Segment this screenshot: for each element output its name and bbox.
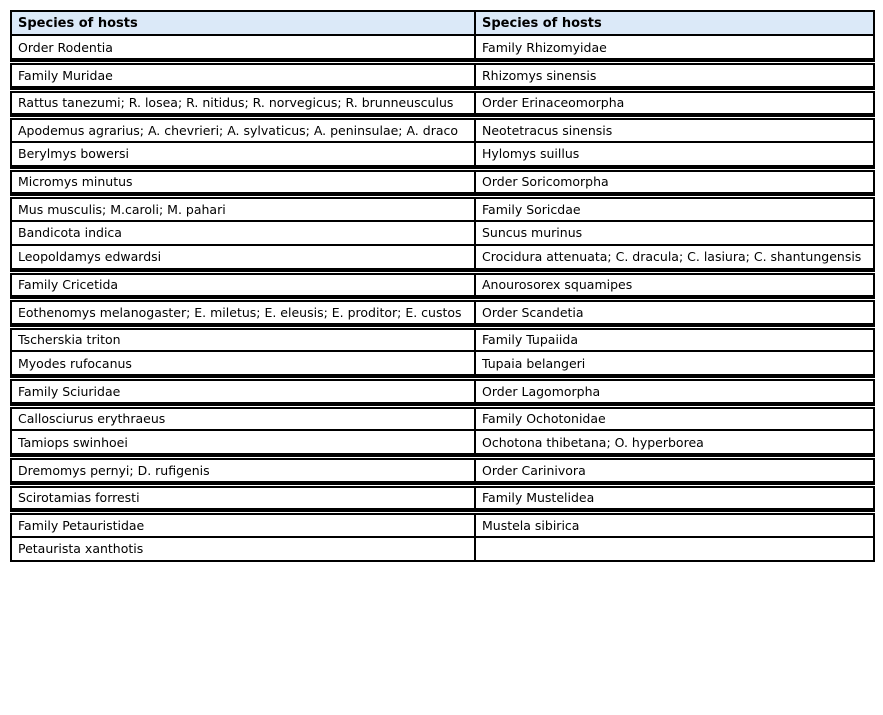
table-cell-left: Tamiops swinhoei [11, 430, 475, 454]
table-cell-right: Order Soricomorpha [475, 169, 874, 193]
table-row [11, 485, 874, 509]
table-cell-right: Suncus murinus [475, 221, 874, 245]
table-cell-left: Mus musculis; M.caroli; M. pahari [11, 197, 475, 221]
table-cell-right: Mustela sibirica [475, 513, 874, 537]
table-cell-right [475, 537, 874, 561]
table-cell-right: Rhizomys sinensis [475, 63, 874, 87]
table-row [11, 221, 874, 245]
table-row [11, 90, 874, 114]
table-body [11, 35, 874, 561]
table-row [11, 458, 874, 482]
table-row [11, 327, 874, 351]
table-cell-right: Family Soricdae [475, 197, 874, 221]
table-cell-right: Neotetracus sinensis [475, 118, 874, 142]
hosts-table [10, 10, 875, 562]
header-row [11, 11, 874, 35]
table-cell-left: Callosciurus erythraeus [11, 406, 475, 430]
table-row [11, 142, 874, 166]
table-cell-left: Leopoldamys edwardsi [11, 245, 475, 269]
table-row [11, 118, 874, 142]
table-cell-left: Tscherskia triton [11, 327, 475, 351]
table-cell-left: Petaurista xanthotis [11, 537, 475, 561]
table-cell-left: Family Sciuridae [11, 379, 475, 403]
table-cell-left: Berylmys bowersi [11, 142, 475, 166]
table-cell-left: Apodemus agrarius; A. chevrieri; A. sylvaticus; A. peninsulae; A. draco [11, 118, 475, 142]
table-row [11, 272, 874, 296]
table-row [11, 245, 874, 269]
table-cell-right: Order Erinaceomorpha [475, 90, 874, 114]
table-cell-left: Bandicota indica [11, 221, 475, 245]
column-header-left: Species of hosts [11, 11, 475, 35]
table-row [11, 430, 874, 454]
table-row [11, 35, 874, 59]
table-cell-right: Family Ochotonidae [475, 406, 874, 430]
table-cell-left: Family Cricetida [11, 272, 475, 296]
table-cell-left: Scirotamias forresti [11, 485, 475, 509]
table-cell-right: Family Rhizomyidae [475, 35, 874, 59]
table-row [11, 63, 874, 87]
table-row [11, 406, 874, 430]
table-cell-right: Tupaia belangeri [475, 351, 874, 375]
table-cell-left: Eothenomys melanogaster; E. miletus; E. eleusis; E. proditor; E. custos [11, 300, 475, 324]
table-row [11, 351, 874, 375]
table-row [11, 300, 874, 324]
table-cell-left: Order Rodentia [11, 35, 475, 59]
table-cell-right: Family Mustelidea [475, 485, 874, 509]
table-row [11, 197, 874, 221]
table-cell-left: Family Muridae [11, 63, 475, 87]
table-cell-left: Micromys minutus [11, 169, 475, 193]
table-row [11, 379, 874, 403]
table-cell-left: Rattus tanezumi; R. losea; R. nitidus; R. norvegicus; R. brunneusculus [11, 90, 475, 114]
table-row [11, 513, 874, 537]
table-cell-left: Dremomys pernyi; D. rufigenis [11, 458, 475, 482]
table-cell-right: Order Scandetia [475, 300, 874, 324]
table-cell-left: Family Petauristidae [11, 513, 475, 537]
table-header [11, 11, 874, 35]
table-cell-right: Order Lagomorpha [475, 379, 874, 403]
table-cell-right: Ochotona thibetana; O. hyperborea [475, 430, 874, 454]
table-cell-right: Hylomys suillus [475, 142, 874, 166]
column-header-right: Species of hosts [475, 11, 874, 35]
table-cell-right: Anourosorex squamipes [475, 272, 874, 296]
table-cell-right: Family Tupaiida [475, 327, 874, 351]
table-row [11, 169, 874, 193]
table-cell-left: Myodes rufocanus [11, 351, 475, 375]
table-cell-right: Order Carinivora [475, 458, 874, 482]
table-cell-right: Crocidura attenuata; C. dracula; C. lasiura; C. shantungensis [475, 245, 874, 269]
table-row [11, 537, 874, 561]
